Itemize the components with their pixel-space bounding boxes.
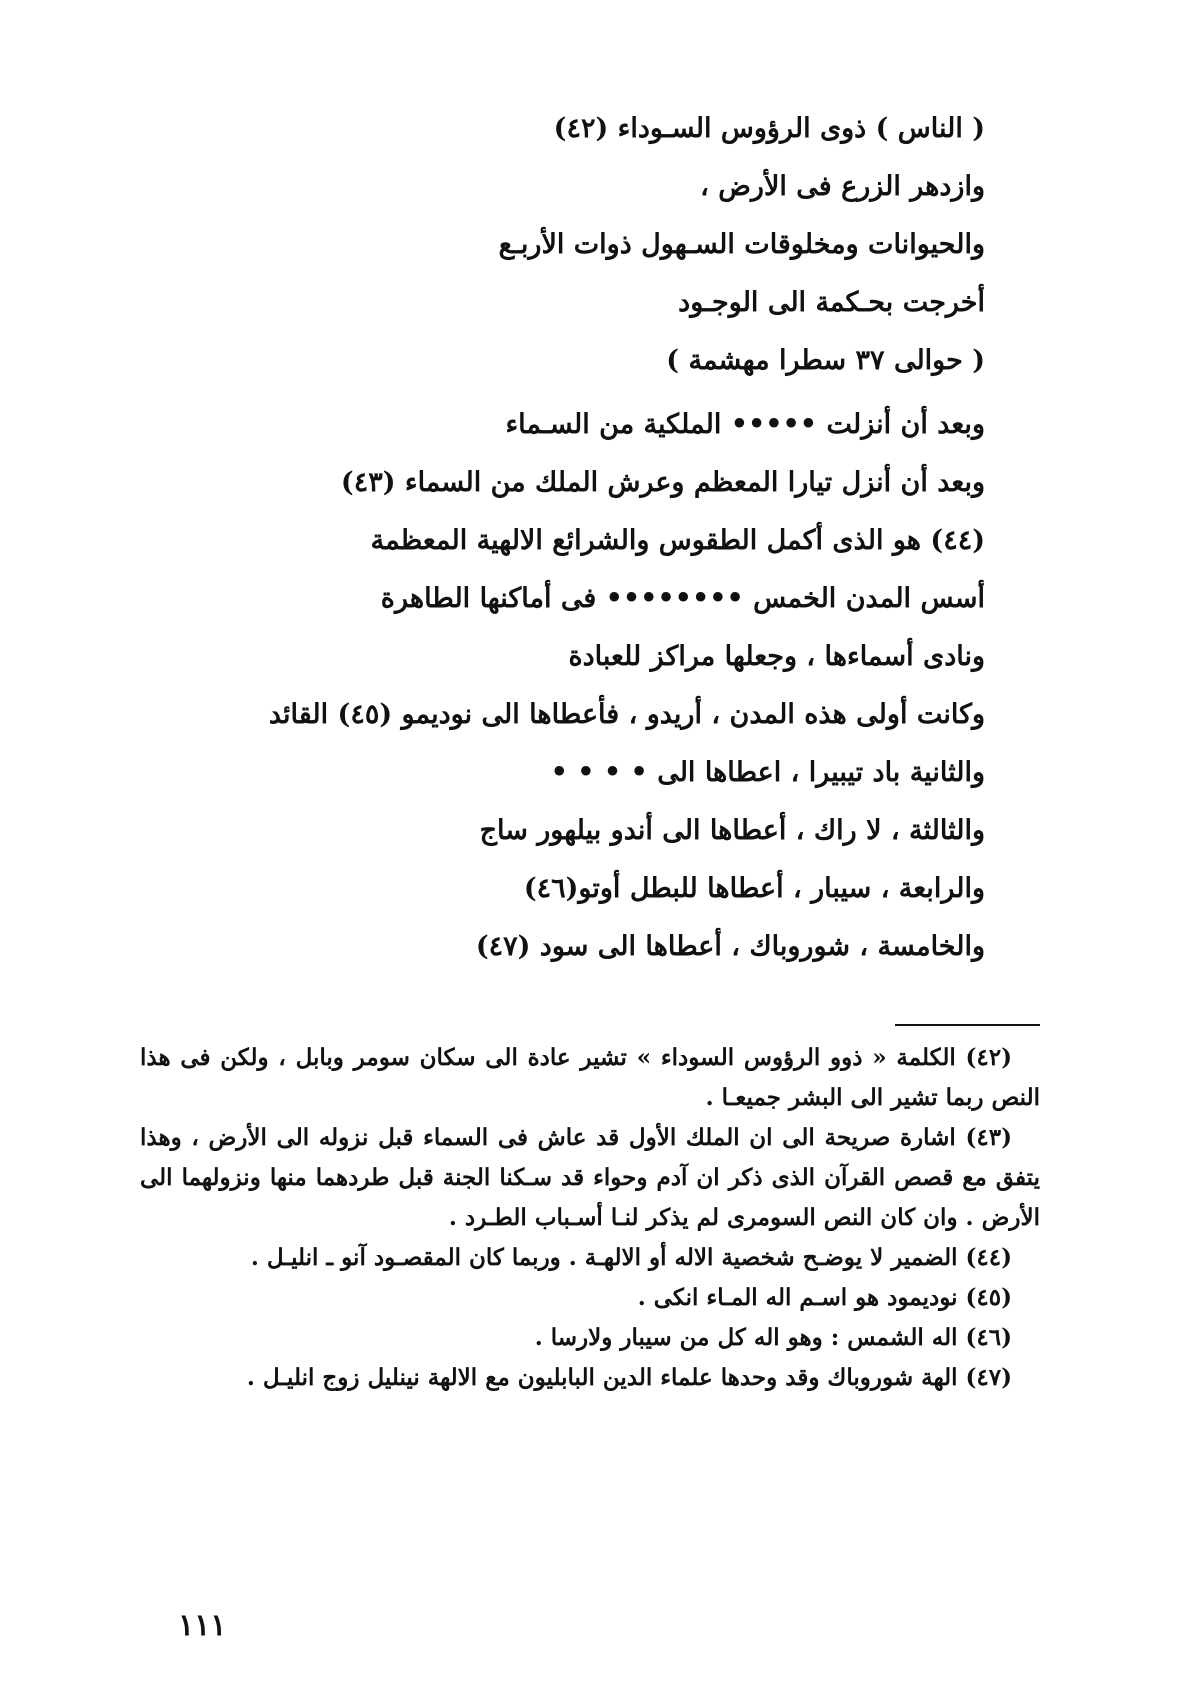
verse-line: والحيوانات ومخلوقات السـهول ذوات الأربـع	[498, 229, 985, 260]
footnote-separator	[895, 1024, 1040, 1026]
verse-line: أسس المدن الخمس •••••••• فى أماكنها الطاهرة	[380, 583, 985, 614]
footnote: (٤٤) الضمير لا يوضـح شخصية الاله أو الالهـة . وربما كان المقصـود آنو ـ انليـل .	[250, 1244, 1012, 1271]
verse-line: والثالثة ، لا راك ، أعطاها الى أندو بيلهور ساج	[479, 815, 985, 846]
footnotes	[140, 1038, 1040, 1398]
verse-line: وكانت أولى هذه المدن ، أريدو ، فأعطاها الى نوديمو (٤٥) القائد	[268, 699, 985, 730]
verse-line: وازدهر الزرع فى الأرض ،	[700, 171, 985, 202]
verse-line: ( حوالى ٣٧ سطرا مهشمة )	[666, 345, 985, 376]
footnote: (٤٧) الهة شوروباك وقد وحدها علماء الدين البابليون مع الالهة نينليل زوج انليـل .	[246, 1364, 1012, 1391]
verse-line: والرابعة ، سيبار ، أعطاها للبطل أوتو(٤٦)	[523, 873, 985, 904]
verse-line: والثانية باد تيبيرا ، اعطاها الى • • • •	[550, 757, 985, 788]
verse-line: وبعد أن أنزلت ••••• الملكية من السـماء	[505, 409, 985, 440]
verse-line: وبعد أن أنزل تيارا المعظم وعرش الملك من السماء (٤٣)	[340, 467, 985, 498]
verse-line: (٤٤) هو الذى أكمل الطقوس والشرائع الالهية المعظمة	[370, 525, 985, 556]
verse-line: ونادى أسماءها ، وجعلها مراكز للعبادة	[568, 641, 985, 672]
footnote: (٤٦) اله الشمس : وهو اله كل من سيبار ولارسا .	[534, 1324, 1012, 1351]
footnote: (٤٢) الكلمة « ذوو الرؤوس السوداء » تشير عادة الى سكان سومر وبابل ، ولكن فى هذا النص ربما تشير الى البشر جميعـا .	[140, 1044, 1040, 1111]
verse-text	[125, 100, 985, 976]
verse-line: ( الناس ) ذوى الرؤوس السـوداء (٤٢)	[553, 113, 985, 144]
footnote: (٤٣) اشارة صريحة الى ان الملك الأول قد عاش فى السماء قبل نزوله الى الأرض ، وهذا يتفق مع قصص القرآن الذى ذكر ان آدم وحواء قد سـكنا الجنة قبل طردهما منها ونزولهما الى الأرض . وان كان النص السومرى لم يذكر لنـا أسـباب الطـرد .	[140, 1124, 1040, 1231]
verse-line: أخرجت بحـكمة الى الوجـود	[678, 287, 985, 318]
page-number: ١١١	[178, 1608, 227, 1643]
footnote: (٤٥) نوديمود هو اسـم اله المـاء انكى .	[637, 1284, 1012, 1311]
verse-line: والخامسة ، شوروباك ، أعطاها الى سود (٤٧)	[475, 931, 985, 962]
